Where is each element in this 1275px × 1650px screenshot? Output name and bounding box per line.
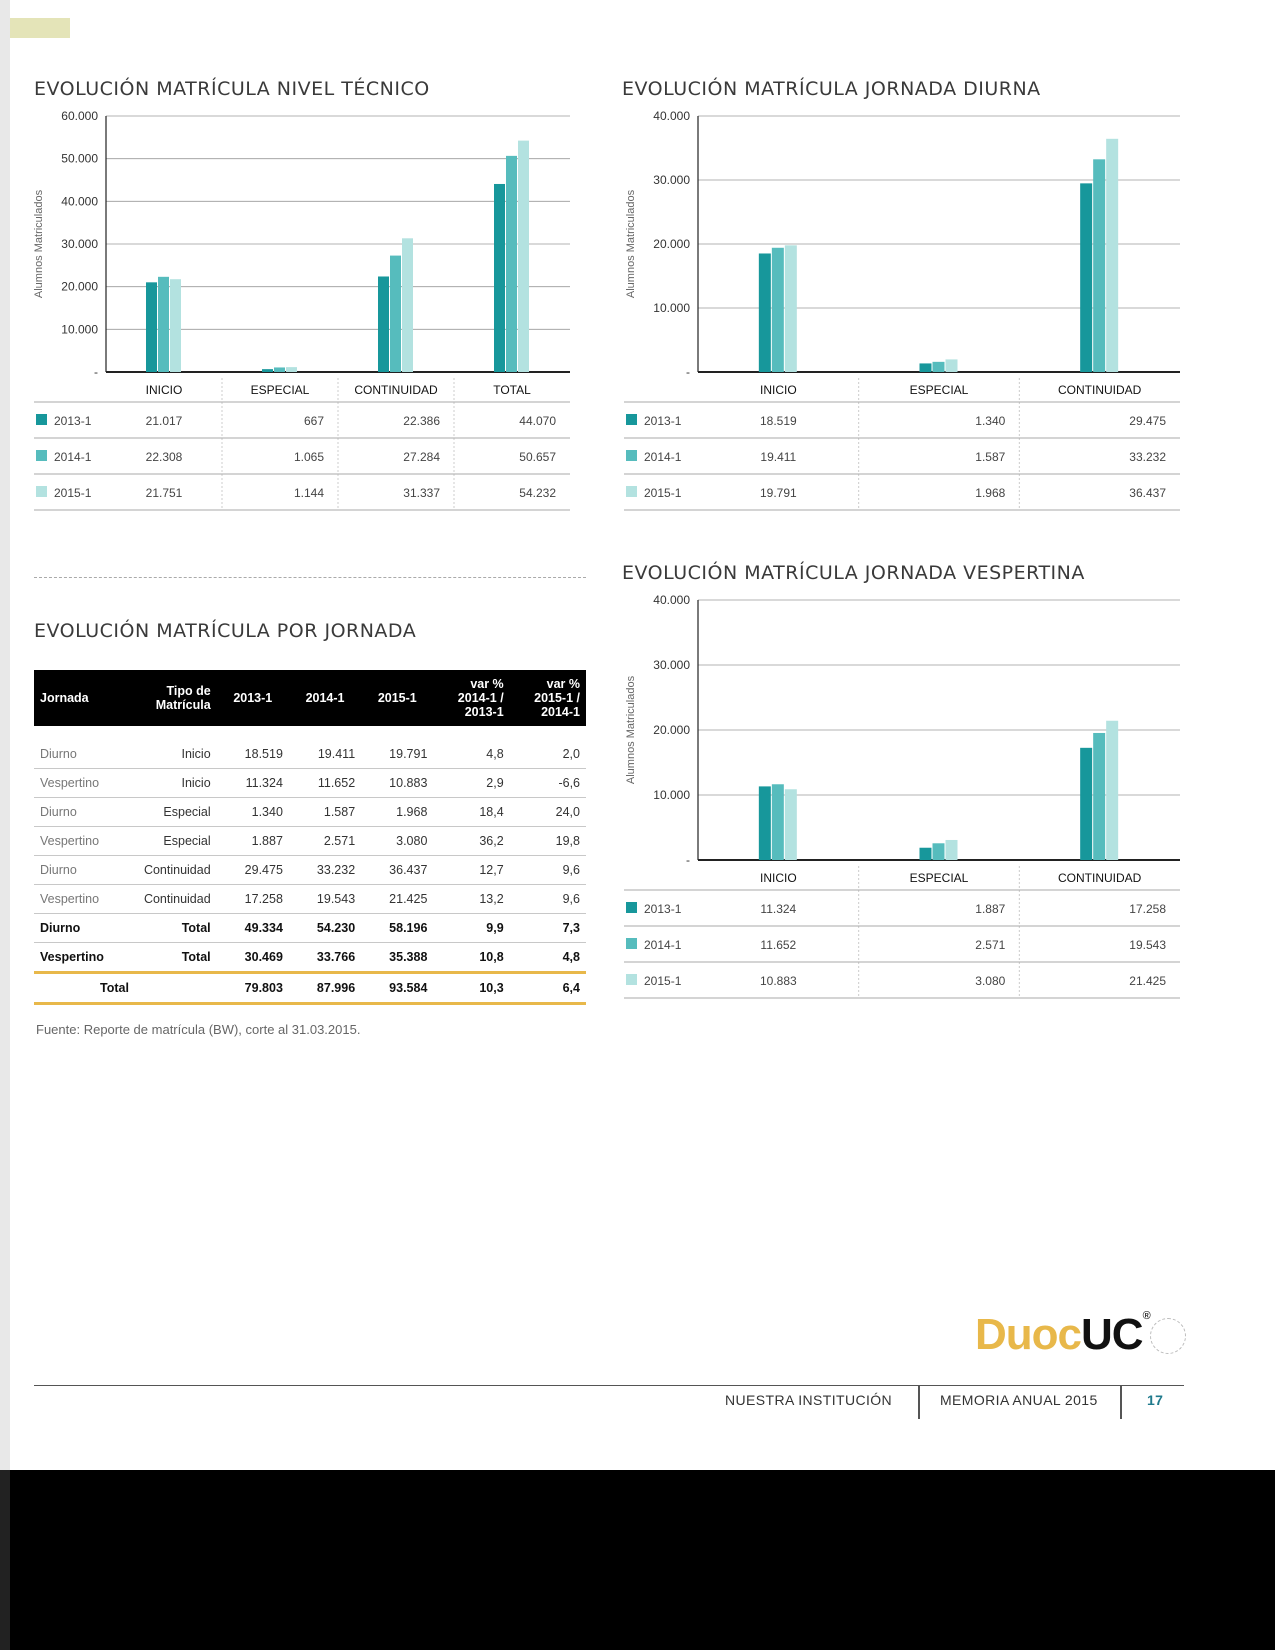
legend-label: 2013-1 xyxy=(644,414,682,428)
cell-value: 1.587 xyxy=(289,798,361,827)
table-row xyxy=(34,769,586,798)
scan-edge xyxy=(0,0,10,1470)
y-tick-label: 30.000 xyxy=(653,658,690,672)
y-tick-label: 10.000 xyxy=(61,322,98,337)
cell-total-label: Total xyxy=(34,973,217,1004)
legend-swatch xyxy=(626,414,637,425)
cell-value: 30.469 xyxy=(217,943,289,973)
cell-value: -6,6 xyxy=(510,769,586,798)
y-tick-label: 20.000 xyxy=(61,279,98,294)
y-axis-label: Alumnos Matriculados xyxy=(625,189,637,299)
cell-value: 10.883 xyxy=(361,769,433,798)
cell-value: 49.334 xyxy=(217,914,289,943)
cell-value: 24,0 xyxy=(510,798,586,827)
data-label: 21.751 xyxy=(145,486,183,500)
bar-2015-1-continuidad xyxy=(1106,721,1118,860)
bar-2013-1-inicio xyxy=(146,282,157,372)
bar-2013-1-continuidad xyxy=(1080,183,1092,372)
cell-value: 1.340 xyxy=(217,798,289,827)
cell-value: 2.571 xyxy=(289,827,361,856)
legend-swatch xyxy=(626,938,637,949)
data-label: 1.587 xyxy=(975,450,1006,464)
data-label: 31.337 xyxy=(403,486,440,500)
source-note: Fuente: Reporte de matrícula (BW), corte al 31.03.2015. xyxy=(36,1022,361,1037)
chart-title-vespertina: EVOLUCIÓN MATRÍCULA JORNADA VESPERTINA xyxy=(622,562,1085,584)
cell-value: 29.475 xyxy=(217,856,289,885)
x-category-label: TOTAL xyxy=(493,383,531,397)
footer-divider xyxy=(1120,1385,1122,1419)
cell-value: 10,8 xyxy=(433,943,509,973)
y-tick-label: 50.000 xyxy=(61,151,98,166)
bar-2014-1-especial xyxy=(274,367,285,372)
table-header-row xyxy=(34,670,586,726)
chart-svg xyxy=(610,110,1200,520)
y-tick-label: 10.000 xyxy=(653,788,690,802)
data-label: 1.887 xyxy=(975,902,1006,916)
cell-tipo: Inicio xyxy=(116,769,216,798)
corner-tab xyxy=(10,18,70,38)
header-2014: 2014-1 xyxy=(289,670,361,726)
data-label: 54.232 xyxy=(519,486,556,500)
legend-swatch xyxy=(36,414,47,425)
y-tick-label: 10.000 xyxy=(653,301,690,315)
cell-value: 2,9 xyxy=(433,769,509,798)
emblem-icon xyxy=(1150,1318,1186,1354)
data-label: 11.324 xyxy=(760,902,797,916)
header-var1: var % 2014-1 / 2013-1 xyxy=(433,670,509,726)
data-label: 36.437 xyxy=(1129,486,1166,500)
x-category-label: ESPECIAL xyxy=(909,383,969,397)
table-row xyxy=(34,827,586,856)
header-jornada: Jornada xyxy=(34,670,116,726)
data-label: 18.519 xyxy=(759,414,797,428)
cell-value: 9,6 xyxy=(510,856,586,885)
data-label: 3.080 xyxy=(975,974,1006,988)
cell-tipo: Continuidad xyxy=(116,885,216,914)
table-row xyxy=(34,914,586,943)
bar-2014-1-inicio xyxy=(158,277,169,372)
duoc-uc-logo: DuocUC® xyxy=(975,1310,1150,1359)
data-label: 2.571 xyxy=(975,938,1006,952)
bar-2015-1-continuidad xyxy=(1106,139,1118,372)
data-label: 1.340 xyxy=(975,414,1006,428)
bar-2014-1-inicio xyxy=(772,784,784,860)
bar-2013-1-inicio xyxy=(759,786,771,860)
data-label: 1.144 xyxy=(293,486,324,500)
cell-value: 19.791 xyxy=(361,726,433,769)
cell-value: 36,2 xyxy=(433,827,509,856)
data-label: 11.652 xyxy=(760,938,797,952)
footer-rule xyxy=(34,1385,1184,1386)
bar-2014-1-continuidad xyxy=(390,256,401,372)
legend-swatch xyxy=(626,902,637,913)
header-2015: 2015-1 xyxy=(361,670,433,726)
data-label: 27.284 xyxy=(403,450,440,464)
bar-2014-1-inicio xyxy=(772,248,784,372)
bar-2013-1-especial xyxy=(920,363,932,372)
cell-tipo: Inicio xyxy=(116,726,216,769)
cell-value: 93.584 xyxy=(361,973,433,1004)
cell-value: 36.437 xyxy=(361,856,433,885)
section-divider xyxy=(34,577,586,578)
chart-jornada-vespertina xyxy=(610,594,1200,1004)
data-label: 1.968 xyxy=(975,486,1006,500)
bar-2015-1-especial xyxy=(946,840,958,860)
bar-2015-1-especial xyxy=(946,359,958,372)
legend-label: 2014-1 xyxy=(644,450,682,464)
table-row xyxy=(34,798,586,827)
cell-value: 18.519 xyxy=(217,726,289,769)
x-category-label: ESPECIAL xyxy=(250,383,310,397)
legend-swatch xyxy=(626,450,637,461)
data-label: 22.386 xyxy=(403,414,440,428)
cell-jornada: Diurno xyxy=(34,856,116,885)
bar-2014-1-continuidad xyxy=(1093,159,1105,372)
cell-value: 1.887 xyxy=(217,827,289,856)
data-label: 19.543 xyxy=(1129,938,1166,952)
y-axis-label: Alumnos Matriculados xyxy=(625,675,637,785)
legend-label: 2015-1 xyxy=(644,974,682,988)
data-label: 21.017 xyxy=(145,414,183,428)
cell-value: 18,4 xyxy=(433,798,509,827)
cell-tipo: Especial xyxy=(116,827,216,856)
data-label: 17.258 xyxy=(1129,902,1166,916)
jornada-table xyxy=(34,670,586,1005)
cell-jornada: Diurno xyxy=(34,914,116,943)
chart-jornada-diurna xyxy=(610,110,1200,520)
cell-value: 7,3 xyxy=(510,914,586,943)
bar-2014-1-especial xyxy=(933,843,945,860)
cell-jornada: Diurno xyxy=(34,726,116,769)
footer-section: NUESTRA INSTITUCIÓN xyxy=(725,1392,893,1408)
bar-2015-1-continuidad xyxy=(402,238,413,372)
cell-value: 6,4 xyxy=(510,973,586,1004)
cell-value: 33.232 xyxy=(289,856,361,885)
legend-label: 2014-1 xyxy=(644,938,682,952)
bar-2013-1-inicio xyxy=(759,253,771,372)
legend-label: 2013-1 xyxy=(644,902,682,916)
cell-value: 19.543 xyxy=(289,885,361,914)
header-var2: var % 2015-1 / 2014-1 xyxy=(510,670,586,726)
bar-2013-1-especial xyxy=(262,369,273,372)
table-row xyxy=(34,856,586,885)
data-label: 44.070 xyxy=(519,414,556,428)
cell-value: 19.411 xyxy=(289,726,361,769)
cell-tipo: Continuidad xyxy=(116,856,216,885)
y-tick-label: 20.000 xyxy=(653,723,690,737)
bar-2015-1-inicio xyxy=(785,245,797,372)
chart-svg xyxy=(610,594,1200,1004)
cell-value: 4,8 xyxy=(433,726,509,769)
bar-2015-1-especial xyxy=(286,367,297,372)
cell-value: 54.230 xyxy=(289,914,361,943)
cell-value: 11.324 xyxy=(217,769,289,798)
table-row xyxy=(34,885,586,914)
cell-jornada: Diurno xyxy=(34,798,116,827)
y-tick-label: 40.000 xyxy=(653,594,690,607)
cell-value: 87.996 xyxy=(289,973,361,1004)
chart-title-diurna: EVOLUCIÓN MATRÍCULA JORNADA DIURNA xyxy=(622,78,1041,100)
data-label: 29.475 xyxy=(1129,414,1166,428)
cell-jornada: Vespertino xyxy=(34,943,116,973)
x-category-label: CONTINUIDAD xyxy=(354,383,438,397)
legend-swatch xyxy=(36,450,47,461)
cell-value: 1.968 xyxy=(361,798,433,827)
cell-value: 3.080 xyxy=(361,827,433,856)
chart-svg xyxy=(20,110,590,520)
y-axis-label: Alumnos Matriculados xyxy=(33,189,45,299)
scan-background xyxy=(0,1470,1275,1650)
cell-value: 9,6 xyxy=(510,885,586,914)
cell-tipo: Total xyxy=(116,914,216,943)
y-tick-label: 40.000 xyxy=(61,194,98,209)
data-label: 10.883 xyxy=(759,974,797,988)
footer-document: MEMORIA ANUAL 2015 xyxy=(940,1392,1098,1408)
y-tick-label: 60.000 xyxy=(61,110,98,123)
y-tick-label: - xyxy=(686,853,690,867)
chart-nivel-tecnico xyxy=(20,110,590,520)
x-category-label: INICIO xyxy=(759,871,797,885)
header-tipo: Tipo de Matrícula xyxy=(116,670,216,726)
cell-value: 79.803 xyxy=(217,973,289,1004)
legend-label: 2014-1 xyxy=(54,450,92,464)
bar-2014-1-continuidad xyxy=(1093,733,1105,860)
legend-label: 2013-1 xyxy=(54,414,92,428)
data-label: 50.657 xyxy=(519,450,556,464)
cell-value: 12,7 xyxy=(433,856,509,885)
cell-value: 21.425 xyxy=(361,885,433,914)
bar-2014-1-especial xyxy=(933,362,945,372)
data-label: 19.791 xyxy=(759,486,797,500)
x-category-label: CONTINUIDAD xyxy=(1057,871,1142,885)
data-label: 19.411 xyxy=(760,450,797,464)
page-number: 17 xyxy=(1147,1392,1164,1408)
legend-swatch xyxy=(36,486,47,497)
cell-value: 13,2 xyxy=(433,885,509,914)
y-tick-label: - xyxy=(686,365,690,379)
y-tick-label: 30.000 xyxy=(61,237,98,251)
chart-title-nivel-tecnico: EVOLUCIÓN MATRÍCULA NIVEL TÉCNICO xyxy=(34,78,430,100)
y-tick-label: 40.000 xyxy=(653,110,690,123)
bar-2015-1-inicio xyxy=(170,279,181,372)
bar-2013-1-continuidad xyxy=(378,276,389,372)
cell-jornada: Vespertino xyxy=(34,885,116,914)
data-label: 1.065 xyxy=(293,450,324,464)
header-2013: 2013-1 xyxy=(217,670,289,726)
bar-2013-1-total xyxy=(494,184,505,372)
cell-tipo: Especial xyxy=(116,798,216,827)
data-label: 21.425 xyxy=(1129,974,1166,988)
cell-value: 35.388 xyxy=(361,943,433,973)
cell-value: 17.258 xyxy=(217,885,289,914)
cell-value: 58.196 xyxy=(361,914,433,943)
cell-value: 11.652 xyxy=(289,769,361,798)
legend-label: 2015-1 xyxy=(54,486,92,500)
legend-swatch xyxy=(626,974,637,985)
data-label: 22.308 xyxy=(145,450,183,464)
cell-value: 33.766 xyxy=(289,943,361,973)
y-tick-label: 30.000 xyxy=(653,173,690,187)
bar-2013-1-continuidad xyxy=(1080,748,1092,860)
bar-2015-1-inicio xyxy=(785,789,797,860)
cell-value: 19,8 xyxy=(510,827,586,856)
footer-divider xyxy=(918,1385,920,1419)
table-row xyxy=(34,943,586,973)
legend-swatch xyxy=(626,486,637,497)
table-row xyxy=(34,726,586,769)
cell-value: 2,0 xyxy=(510,726,586,769)
x-category-label: CONTINUIDAD xyxy=(1057,383,1142,397)
x-category-label: INICIO xyxy=(145,383,183,397)
cell-value: 10,3 xyxy=(433,973,509,1004)
cell-value: 4,8 xyxy=(510,943,586,973)
bar-2015-1-total xyxy=(518,141,529,372)
table-title-jornada: EVOLUCIÓN MATRÍCULA POR JORNADA xyxy=(34,620,417,642)
x-category-label: ESPECIAL xyxy=(909,871,969,885)
bar-2013-1-especial xyxy=(920,848,932,860)
data-label: 667 xyxy=(303,414,324,428)
y-tick-label: - xyxy=(94,365,98,379)
data-label: 33.232 xyxy=(1129,450,1166,464)
cell-jornada: Vespertino xyxy=(34,769,116,798)
y-tick-label: 20.000 xyxy=(653,237,690,251)
bar-2014-1-total xyxy=(506,156,517,372)
cell-value: 9,9 xyxy=(433,914,509,943)
cell-tipo: Total xyxy=(116,943,216,973)
table-total-row xyxy=(34,973,586,1004)
cell-jornada: Vespertino xyxy=(34,827,116,856)
x-category-label: INICIO xyxy=(759,383,797,397)
legend-label: 2015-1 xyxy=(644,486,682,500)
